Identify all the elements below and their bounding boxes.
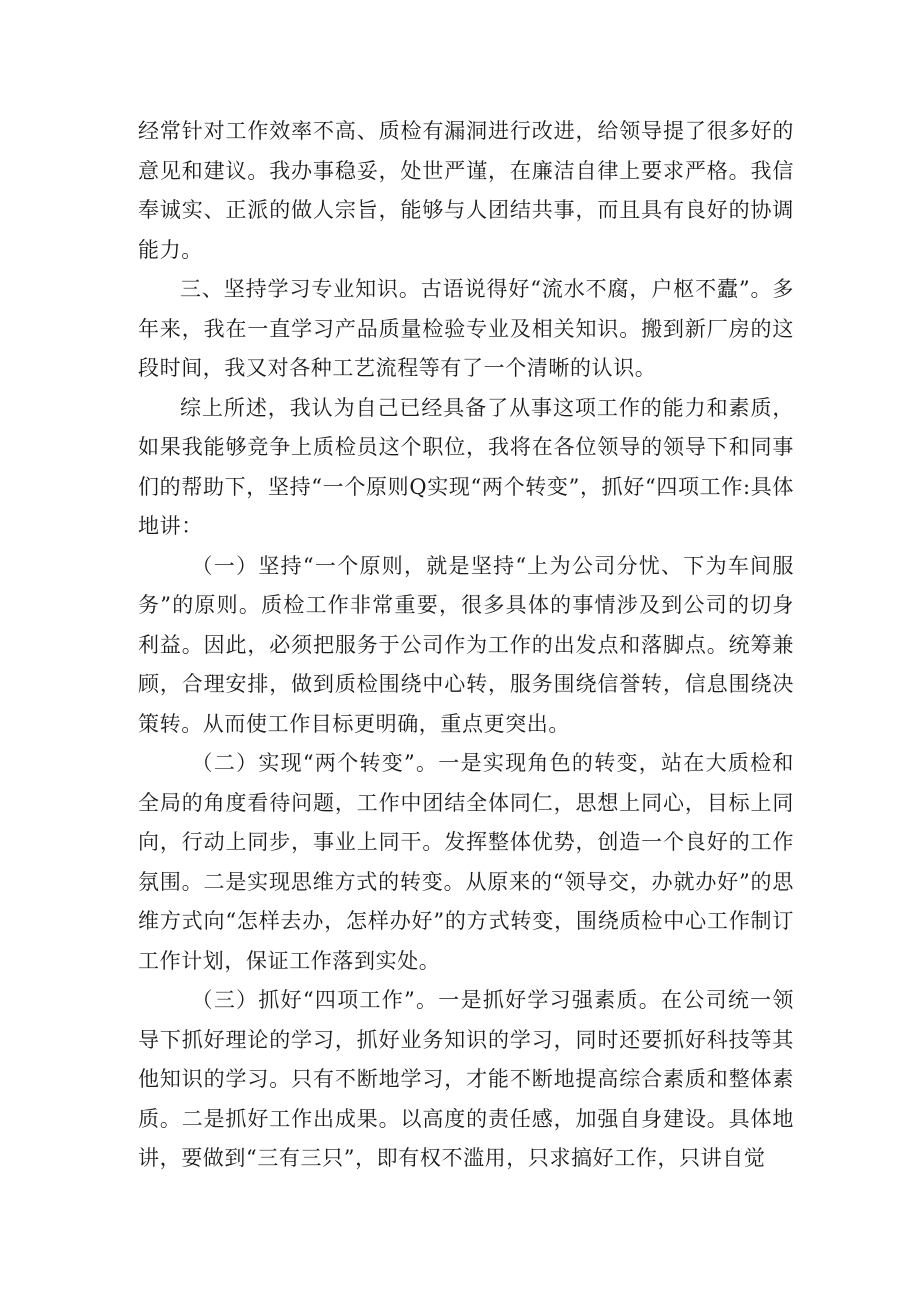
document-body — [138, 112, 794, 1179]
paragraph-item-three: （三）抓好“四项工作”。一是抓好学习强素质。在公司统一领导下抓好理论的学习，抓好业务知识的学习，同时还要抓好科技等其他知识的学习。只有不断地学习，才能不断地提高综合素质和整体素质。二是抓好工作出成果。以高度的责任感，加强自身建设。具体地讲，要做到“三有三只”，即有权不滥用，只求搞好工作，只讲自觉 — [138, 988, 794, 1170]
paragraph-continuation: 经常针对工作效率不高、质检有漏洞进行改进，给领导提了很多好的意见和建议。我办事稳妥，处世严谨，在廉洁自律上要求严格。我信奉诚实、正派的做人宗旨，能够与人团结共事，而且具有良好的协调能力。 — [138, 119, 794, 262]
paragraph-point-three: 三、坚持学习专业知识。古语说得好“流水不腐，户枢不蠹”。多年来，我在一直学习产品质量检验专业及相关知识。搬到新厂房的这段时间，我又对各种工艺流程等有了一个清晰的认识。 — [138, 277, 794, 380]
paragraph-summary: 综上所述，我认为自己已经具备了从事这项工作的能力和素质，如果我能够竞争上质检员这个职位，我将在各位领导的领导下和同事们的帮助下，坚持“一个原则Q实现“两个转变”，抓好“四项工作:具体地讲： — [138, 395, 794, 538]
paragraph-item-two: （二）实现“两个转变”。一是实现角色的转变，站在大质检和全局的角度看待问题，工作中团结全体同仁，思想上同心，目标上同向，行动上同步，事业上同干。发挥整体优势，创造一个良好的工作氛围。二是实现思维方式的转变。从原来的“领导交，办就办好”的思维方式向“怎样去办，怎样办好”的方式转变，围绕质检中心工作制订工作计划，保证工作落到实处。 — [138, 751, 794, 973]
paragraph-item-one: （一）坚持“一个原则，就是坚持“上为公司分忧、下为车间服务”的原则。质检工作非常重要，很多具体的事情涉及到公司的切身利益。因此，必须把服务于公司作为工作的出发点和落脚点。统筹兼顾，合理安排，做到质检围绕中心转，服务围绕信誉转，信息围绕决策转。从而使工作目标更明确，重点更突出。 — [138, 553, 794, 736]
